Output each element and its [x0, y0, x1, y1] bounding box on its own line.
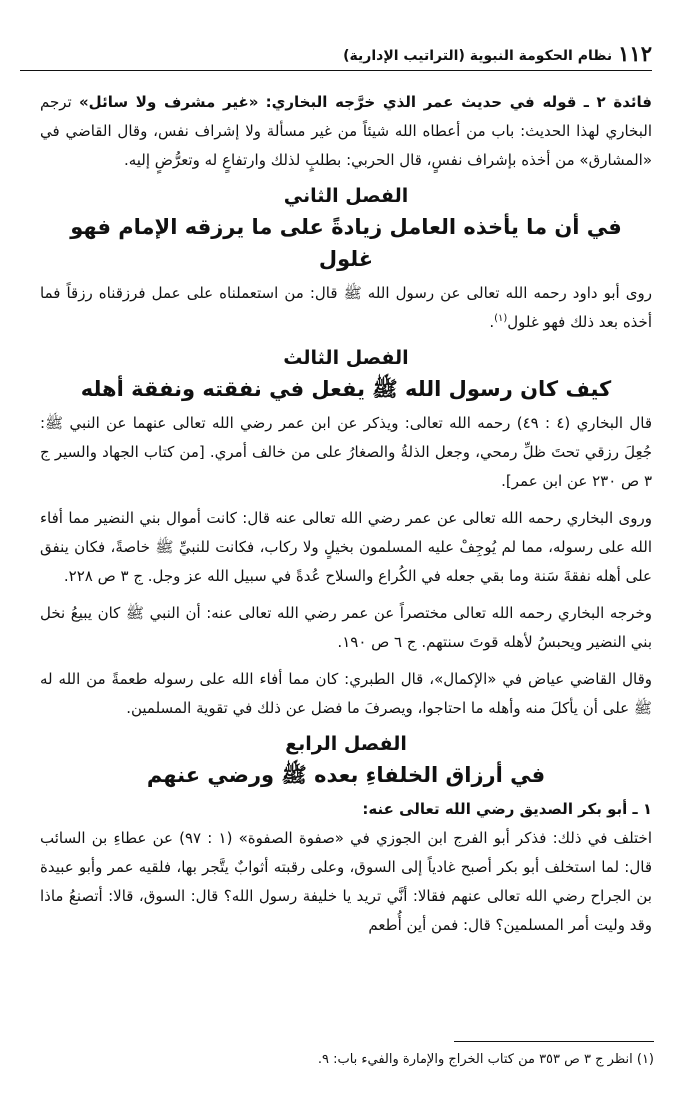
footnote-divider [454, 1041, 654, 1042]
chapter-title: في أرزاق الخلفاءِ بعده ﷺ ورضي عنهم [146, 763, 546, 787]
chapter-paragraph: وروى البخاري رحمه الله تعالى عن عمر رضي الله تعالى عنه قال: كانت أموال بني النضير مما أفاء الله على رسوله، مما لم يُوجِفْ عليه المسلمون بخيلٍ ولا ركاب، فكانت للنبيِّ ﷺ خاصةً، فكان ينفق على أهله نفقةَ سَنة وما بقي جعله في الكُراع والسلاح عُدةً في سبيل الله عز وجل. ج ٣ ص ٢٢٨. [40, 509, 652, 585]
page-number: ١١٢ [618, 41, 652, 66]
footnote-ref: (١) [494, 313, 508, 324]
chapter-heading: الفصل الرابع [285, 733, 407, 755]
section-subheading: ١ ـ أبو بكر الصديق رضي الله تعالى عنه: [362, 800, 652, 818]
chapter-paragraph: وخرجه البخاري رحمه الله تعالى مختصراً عن عمر رضي الله تعالى عنه: أن النبي ﷺ كان يبيعُ نخل بني النضير ويحبسُ لأهله قوتَ سنتهم. ج ٦ ص ١٩٠. [40, 604, 652, 651]
note-label: فائدة ٢ ـ [583, 93, 652, 111]
page-content [40, 88, 652, 940]
chapter-paragraph: اختلف في ذلك: فذكر أبو الفرج ابن الجوزي في «صفوة الصفوة» (١ : ٩٧) عن عطاءِ بن السائب قال: لما استخلف أبو بكر أصبح غادياً إلى السوق، وعلى رقبته أثوابٌ يتَّجر بها، فلقيه عمر وأبو عبيدة بن الجراح رضي الله تعالى عنهم فقالا: أنَّي تريد يا خليفة رسول الله؟ قال: السوق، قالا: أتصنعُ ماذا وقد وليت أمر المسلمين؟ قال: فمن أين أُطعم [40, 829, 653, 934]
note-lead: قوله في حديث عمر الذي خرَّجه البخاري: [265, 93, 577, 111]
running-title: نظام الحكومة النبوية (التراتيب الإدارية) [343, 48, 613, 64]
footnote: (١) انظر ج ٣ ص ٣٥٣ من كتاب الخراج والإمارة والفيء باب: ٩. [317, 1052, 654, 1067]
chapter-title: في أن ما يأخذه العامل زيادةً على ما يرزقه الإمام فهو غلول [70, 215, 622, 271]
chapter-heading: الفصل الثاني [283, 185, 409, 207]
chapter-paragraph: روى أبو داود رحمه الله تعالى عن رسول الله ﷺ قال: من استعملناه على عمل فرزقناه رزقاً فما أخذه بعد ذلك فهو غلول$^{(١)}$. [40, 284, 652, 331]
chapter-paragraph: قال البخاري (٤ : ٤٩) رحمه الله تعالى: ويذكر عن ابن عمر رضي الله تعالى عنهما عن النبي ﷺ: جُعِلَ رزقي تحتَ ظلِّ رمحي، وجعل الذلةُ والصغارُ على من خالف أمري. [من كتاب الجهاد والسير ج ٣ ص ٢٣٠ عن ابن عمر]. [40, 414, 653, 490]
paragraph-text: روى أبو داود رحمه الله تعالى عن رسول الله ﷺ قال: من استعملناه على عمل فرزقناه رزقاً فما أخذه بعد ذلك فهو غلول [40, 284, 652, 331]
note-paragraph [40, 88, 652, 175]
running-header [20, 34, 652, 71]
chapter-title: كيف كان رسول الله ﷺ يفعل في نفقته ونفقة أهله [80, 377, 612, 401]
chapter-heading: الفصل الثالث [283, 347, 409, 369]
note-quote: «غير مشرف ولا سائل» [78, 93, 259, 111]
note-text: ترجم البخاري لهذا الحديث: باب من أعطاه الله شيئاً من غير مسألة ولا إشراف نفس، وقال القاضي في «المشارق» من أخذه بإشراف نفسٍ، قال الحربي: بطلبٍ لذلك وارتفاعٍ له وتعرُّضٍ إليه. [40, 93, 652, 169]
chapter-paragraph: وقال القاضي عياض في «الإكمال»، قال الطبري: كان مما أفاء الله على رسوله طعمةً من الله له ﷺ على أن يأكلَ منه وأهله ما احتاجوا، ويصرفَ ما فضل عن ذلك في تقوية المسلمين. [40, 670, 652, 717]
